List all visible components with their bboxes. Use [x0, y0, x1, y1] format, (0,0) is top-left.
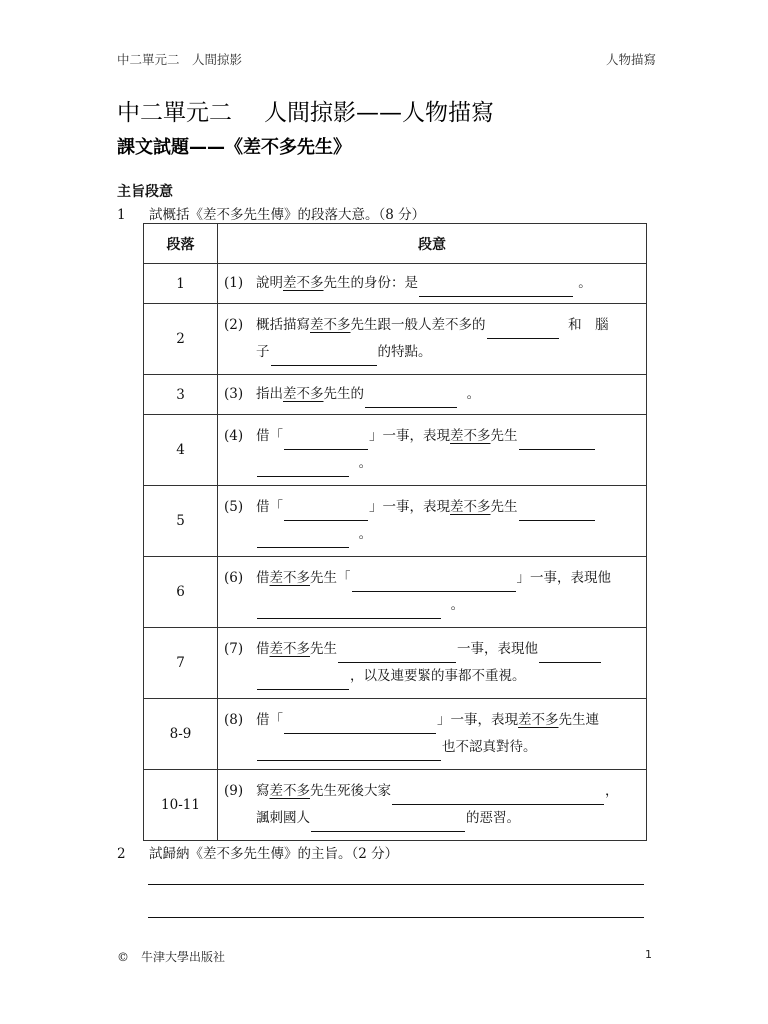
answer-blank[interactable]: [338, 645, 456, 663]
question-1: [117, 203, 425, 223]
table-row: [144, 375, 647, 415]
table-row: [144, 486, 647, 557]
answer-blank[interactable]: [519, 503, 595, 521]
footer-publisher: © 牛津大學出版社: [117, 950, 226, 964]
row-para: 4: [144, 415, 218, 486]
row-para: 2: [144, 304, 218, 375]
answer-blank[interactable]: [311, 814, 465, 832]
row-para: 7: [144, 628, 218, 699]
table-row: [144, 415, 647, 486]
answer-blank[interactable]: [519, 432, 595, 450]
answer-blank[interactable]: [257, 743, 441, 761]
question-1-text: 試概括《差不多先生傳》的段落大意。（8 分）: [149, 207, 426, 223]
row-meaning: (7) 借差不多先生 一事，表現他 ，以及連要緊的事都不重視。: [218, 628, 647, 699]
row-meaning: (2) 概括描寫差不多先生跟一般人差不多的 和 腦 子 的特點。: [218, 304, 647, 375]
title-topic: 人間掠影——人物描寫: [264, 100, 494, 126]
answer-blank[interactable]: [365, 390, 457, 408]
answer-blank[interactable]: [257, 601, 441, 619]
answer-blank[interactable]: [257, 672, 349, 690]
row-meaning: (8) 借「 」一事，表現差不多先生連 也不認真對待。: [218, 699, 647, 770]
page-subtitle: 課文試題——《差不多先生》: [117, 137, 351, 158]
table-row: [144, 628, 647, 699]
answer-line[interactable]: [148, 884, 644, 885]
row-para: 10-11: [144, 770, 218, 841]
section-heading: 主旨段意: [117, 184, 173, 200]
row-para: 5: [144, 486, 218, 557]
table-row: [144, 264, 647, 304]
col-header-meaning: 段意: [218, 224, 647, 264]
question-2-number: 2: [117, 846, 126, 862]
question-2-text: 試歸納《差不多先生傳》的主旨。（2 分）: [149, 846, 399, 862]
header-unit: 中二單元二 人間掠影: [117, 52, 243, 67]
answer-blank[interactable]: [419, 279, 573, 297]
answer-blank[interactable]: [284, 716, 436, 734]
table-header-row: [144, 224, 647, 264]
answer-blank[interactable]: [271, 348, 377, 366]
answer-blank[interactable]: [352, 574, 516, 592]
row-meaning: (9) 寫差不多先生死後大家 ， 諷刺國人 的惡習。: [218, 770, 647, 841]
answer-blank[interactable]: [539, 645, 601, 663]
answer-blank[interactable]: [284, 432, 368, 450]
answer-line[interactable]: [148, 917, 644, 918]
table-row: [144, 557, 647, 628]
row-para: 1: [144, 264, 218, 304]
table-row: [144, 699, 647, 770]
table-row: [144, 304, 647, 375]
row-meaning: (3) 指出差不多先生的 。: [218, 375, 647, 415]
row-meaning: (5) 借「 」一事，表現差不多先生 。: [218, 486, 647, 557]
col-header-paragraph: 段落: [144, 224, 218, 264]
answer-blank[interactable]: [257, 530, 349, 548]
answer-blank[interactable]: [487, 321, 559, 339]
row-meaning: (4) 借「 」一事，表現差不多先生 。: [218, 415, 647, 486]
row-meaning: (6) 借差不多先生「 」一事，表現他 。: [218, 557, 647, 628]
row-para: 6: [144, 557, 218, 628]
table-row: [144, 770, 647, 841]
row-meaning: (1) 說明差不多先生的身份：是 。: [218, 264, 647, 304]
title-unit: 中二單元二: [117, 100, 232, 126]
answer-blank[interactable]: [257, 459, 349, 477]
row-para: 3: [144, 375, 218, 415]
paragraph-table: [143, 223, 647, 841]
page-number: 1: [645, 948, 652, 961]
answer-blank[interactable]: [284, 503, 368, 521]
row-para: 8-9: [144, 699, 218, 770]
question-2: [117, 842, 398, 862]
header-topic: 人物描寫: [605, 52, 656, 67]
page-title: [117, 94, 494, 127]
answer-blank[interactable]: [392, 787, 604, 805]
question-1-number: 1: [117, 207, 126, 223]
